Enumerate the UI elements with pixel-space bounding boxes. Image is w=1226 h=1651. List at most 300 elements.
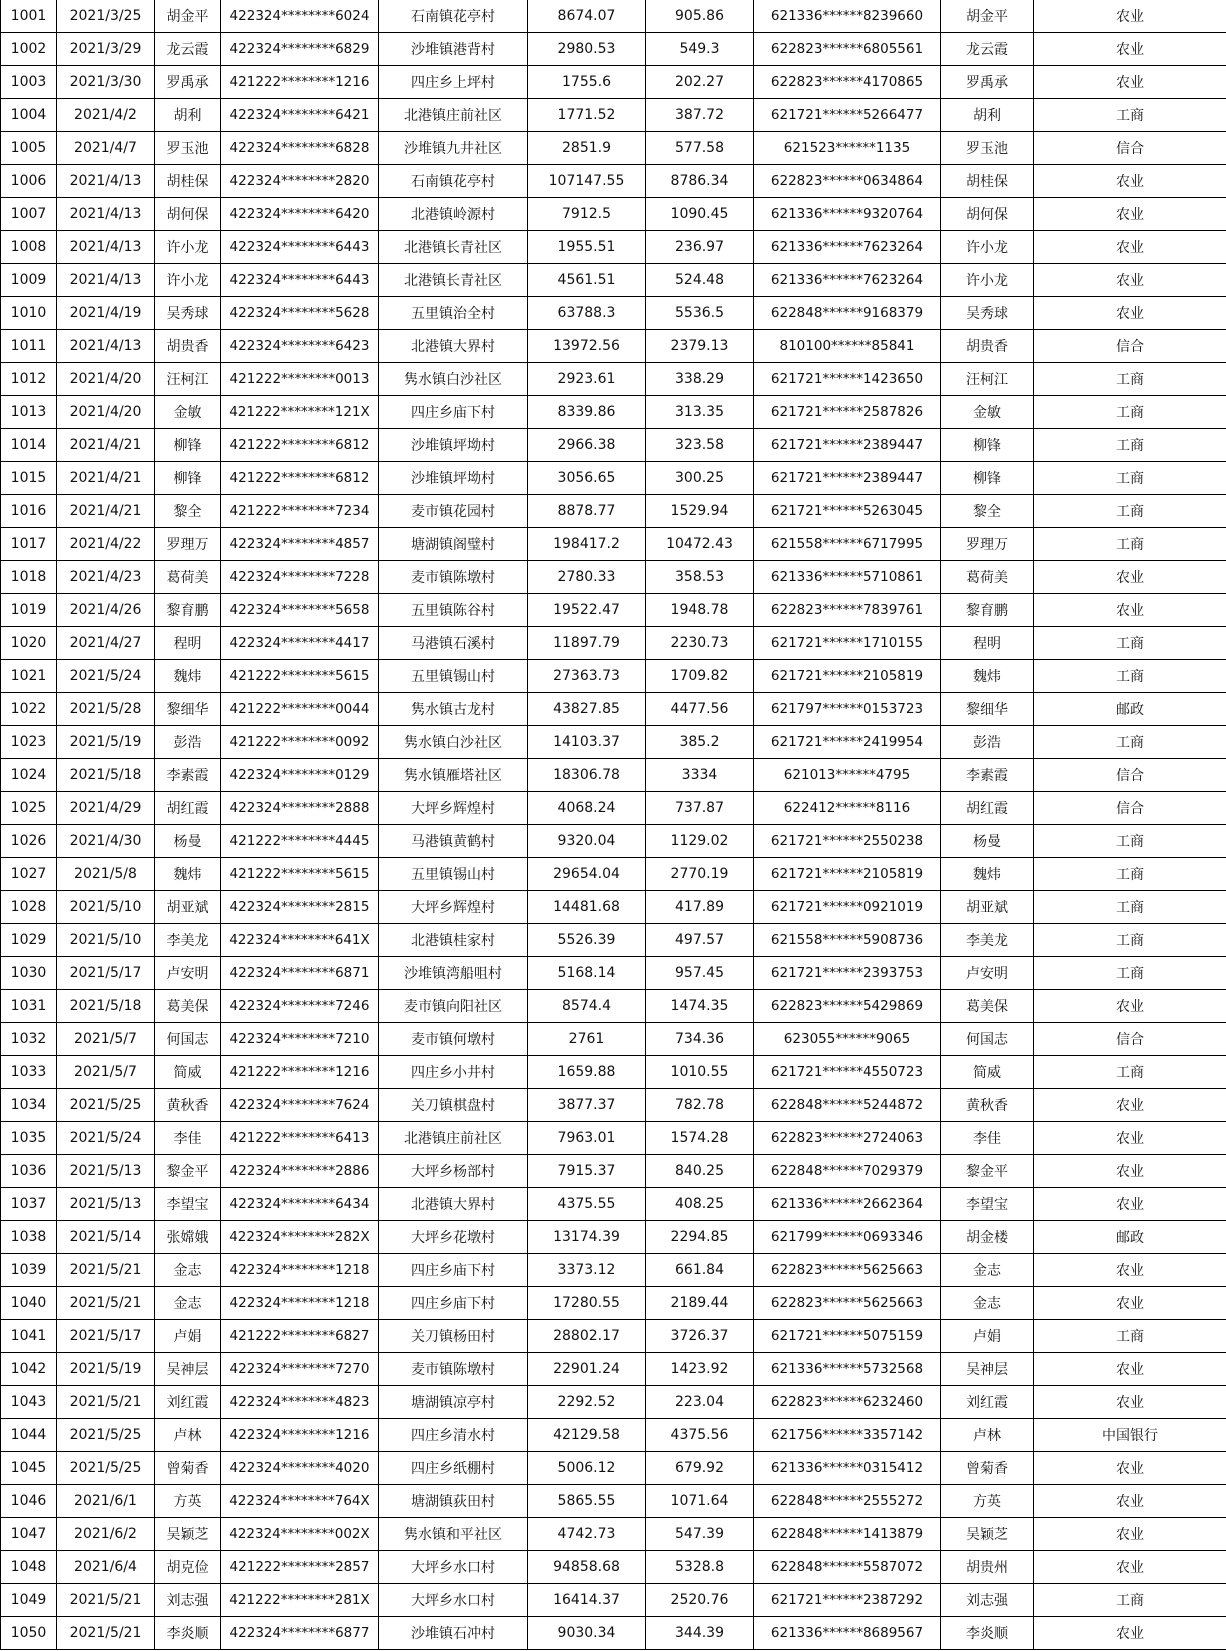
date-cell: 2021/5/7 xyxy=(57,1023,155,1056)
serial-cell: 1047 xyxy=(1,1518,57,1551)
date-cell: 2021/5/13 xyxy=(57,1188,155,1221)
id-number-cell: 421222********6827 xyxy=(221,1320,379,1353)
date-cell: 2021/5/14 xyxy=(57,1221,155,1254)
serial-cell: 1045 xyxy=(1,1452,57,1485)
address-cell: 马港镇石溪村 xyxy=(379,627,528,660)
id-number-cell: 422324********7270 xyxy=(221,1353,379,1386)
subsidy-cell: 358.53 xyxy=(646,561,754,594)
bank-cell: 工商 xyxy=(1034,429,1226,462)
account-holder-cell: 胡金楼 xyxy=(941,1221,1034,1254)
account-holder-cell: 柳锋 xyxy=(941,462,1034,495)
serial-cell: 1023 xyxy=(1,726,57,759)
account-holder-cell: 黄秋香 xyxy=(941,1089,1034,1122)
bank-cell: 工商 xyxy=(1034,1056,1226,1089)
address-cell: 塘湖镇凉亭村 xyxy=(379,1386,528,1419)
amount-cell: 2851.9 xyxy=(528,132,646,165)
serial-cell: 1038 xyxy=(1,1221,57,1254)
account-holder-cell: 罗禹承 xyxy=(941,66,1034,99)
subsidy-cell: 5328.8 xyxy=(646,1551,754,1584)
amount-cell: 5865.55 xyxy=(528,1485,646,1518)
address-cell: 大坪乡花墩村 xyxy=(379,1221,528,1254)
bank-cell: 农业 xyxy=(1034,1617,1226,1650)
bank-cell: 工商 xyxy=(1034,1584,1226,1617)
serial-cell: 1032 xyxy=(1,1023,57,1056)
amount-cell: 29654.04 xyxy=(528,858,646,891)
name-cell: 李佳 xyxy=(155,1122,221,1155)
account-holder-cell: 卢安明 xyxy=(941,957,1034,990)
subsidy-cell: 1574.28 xyxy=(646,1122,754,1155)
subsidy-cell: 1423.92 xyxy=(646,1353,754,1386)
subsidy-cell: 2520.76 xyxy=(646,1584,754,1617)
table-row xyxy=(1,1518,1226,1551)
table-row xyxy=(1,1485,1226,1518)
id-number-cell: 422324********4020 xyxy=(221,1452,379,1485)
name-cell: 葛美保 xyxy=(155,990,221,1023)
id-number-cell: 422324********2886 xyxy=(221,1155,379,1188)
bank-cell: 工商 xyxy=(1034,363,1226,396)
id-number-cell: 422324********6828 xyxy=(221,132,379,165)
subsidy-cell: 323.58 xyxy=(646,429,754,462)
serial-cell: 1008 xyxy=(1,231,57,264)
table-row xyxy=(1,825,1226,858)
id-number-cell: 421222********0044 xyxy=(221,693,379,726)
table-row xyxy=(1,1320,1226,1353)
table-row xyxy=(1,495,1226,528)
table-row xyxy=(1,165,1226,198)
bank-card-cell: 622823******5625663 xyxy=(754,1287,941,1320)
id-number-cell: 422324********6443 xyxy=(221,231,379,264)
bank-card-cell: 622848******5244872 xyxy=(754,1089,941,1122)
bank-cell: 农业 xyxy=(1034,165,1226,198)
table-row xyxy=(1,792,1226,825)
amount-cell: 18306.78 xyxy=(528,759,646,792)
name-cell: 李望宝 xyxy=(155,1188,221,1221)
name-cell: 卢林 xyxy=(155,1419,221,1452)
bank-cell: 农业 xyxy=(1034,561,1226,594)
serial-cell: 1010 xyxy=(1,297,57,330)
bank-card-cell: 622823******7839761 xyxy=(754,594,941,627)
amount-cell: 1771.52 xyxy=(528,99,646,132)
address-cell: 关刀镇棋盘村 xyxy=(379,1089,528,1122)
account-holder-cell: 胡利 xyxy=(941,99,1034,132)
date-cell: 2021/4/13 xyxy=(57,330,155,363)
id-number-cell: 421222********7234 xyxy=(221,495,379,528)
address-cell: 四庄乡上坪村 xyxy=(379,66,528,99)
amount-cell: 28802.17 xyxy=(528,1320,646,1353)
account-holder-cell: 许小龙 xyxy=(941,231,1034,264)
serial-cell: 1035 xyxy=(1,1122,57,1155)
bank-card-cell: 621336******2662364 xyxy=(754,1188,941,1221)
table-row xyxy=(1,363,1226,396)
table-row xyxy=(1,1122,1226,1155)
name-cell: 李素霞 xyxy=(155,759,221,792)
subsidy-cell: 524.48 xyxy=(646,264,754,297)
serial-cell: 1026 xyxy=(1,825,57,858)
date-cell: 2021/4/13 xyxy=(57,231,155,264)
bank-cell: 工商 xyxy=(1034,957,1226,990)
account-holder-cell: 吴秀球 xyxy=(941,297,1034,330)
bank-cell: 工商 xyxy=(1034,924,1226,957)
amount-cell: 13972.56 xyxy=(528,330,646,363)
account-holder-cell: 胡贵香 xyxy=(941,330,1034,363)
amount-cell: 14481.68 xyxy=(528,891,646,924)
bank-card-cell: 621523******1135 xyxy=(754,132,941,165)
address-cell: 大坪乡辉煌村 xyxy=(379,891,528,924)
address-cell: 麦市镇陈墩村 xyxy=(379,561,528,594)
account-holder-cell: 黎金平 xyxy=(941,1155,1034,1188)
date-cell: 2021/5/25 xyxy=(57,1452,155,1485)
name-cell: 胡亚斌 xyxy=(155,891,221,924)
table-row xyxy=(1,1155,1226,1188)
account-holder-cell: 李素霞 xyxy=(941,759,1034,792)
id-number-cell: 422324********1216 xyxy=(221,1419,379,1452)
amount-cell: 4375.55 xyxy=(528,1188,646,1221)
table-row xyxy=(1,33,1226,66)
address-cell: 石南镇花亭村 xyxy=(379,165,528,198)
id-number-cell: 422324********7228 xyxy=(221,561,379,594)
address-cell: 北港镇庄前社区 xyxy=(379,1122,528,1155)
bank-cell: 农业 xyxy=(1034,1551,1226,1584)
bank-card-cell: 622823******5625663 xyxy=(754,1254,941,1287)
account-holder-cell: 彭浩 xyxy=(941,726,1034,759)
date-cell: 2021/4/7 xyxy=(57,132,155,165)
bank-card-cell: 622848******9168379 xyxy=(754,297,941,330)
name-cell: 魏炜 xyxy=(155,660,221,693)
name-cell: 李美龙 xyxy=(155,924,221,957)
amount-cell: 27363.73 xyxy=(528,660,646,693)
id-number-cell: 422324********6877 xyxy=(221,1617,379,1650)
subsidy-cell: 905.86 xyxy=(646,0,754,33)
serial-cell: 1012 xyxy=(1,363,57,396)
table-row xyxy=(1,858,1226,891)
name-cell: 黄秋香 xyxy=(155,1089,221,1122)
id-number-cell: 422324********641X xyxy=(221,924,379,957)
table-row xyxy=(1,726,1226,759)
id-number-cell: 422324********764X xyxy=(221,1485,379,1518)
account-holder-cell: 黎育鹏 xyxy=(941,594,1034,627)
bank-card-cell: 621336******0315412 xyxy=(754,1452,941,1485)
address-cell: 隽水镇和平社区 xyxy=(379,1518,528,1551)
name-cell: 胡何保 xyxy=(155,198,221,231)
address-cell: 北港镇大界村 xyxy=(379,1188,528,1221)
table-row xyxy=(1,693,1226,726)
bank-card-cell: 621336******8689567 xyxy=(754,1617,941,1650)
table-row xyxy=(1,1419,1226,1452)
name-cell: 卢娟 xyxy=(155,1320,221,1353)
serial-cell: 1022 xyxy=(1,693,57,726)
name-cell: 方英 xyxy=(155,1485,221,1518)
amount-cell: 2780.33 xyxy=(528,561,646,594)
id-number-cell: 421222********6812 xyxy=(221,462,379,495)
amount-cell: 8339.86 xyxy=(528,396,646,429)
bank-card-cell: 622823******4170865 xyxy=(754,66,941,99)
table-body xyxy=(1,0,1226,1650)
subsidy-cell: 549.3 xyxy=(646,33,754,66)
date-cell: 2021/5/10 xyxy=(57,924,155,957)
address-cell: 北港镇大界村 xyxy=(379,330,528,363)
name-cell: 胡金平 xyxy=(155,0,221,33)
account-holder-cell: 汪柯江 xyxy=(941,363,1034,396)
subsidy-cell: 338.29 xyxy=(646,363,754,396)
serial-cell: 1005 xyxy=(1,132,57,165)
bank-card-cell: 622823******6805561 xyxy=(754,33,941,66)
bank-card-cell: 621721******2550238 xyxy=(754,825,941,858)
bank-card-cell: 621721******2393753 xyxy=(754,957,941,990)
id-number-cell: 422324********4823 xyxy=(221,1386,379,1419)
serial-cell: 1046 xyxy=(1,1485,57,1518)
table-row xyxy=(1,132,1226,165)
address-cell: 沙堆镇石冲村 xyxy=(379,1617,528,1650)
address-cell: 北港镇桂家村 xyxy=(379,924,528,957)
serial-cell: 1024 xyxy=(1,759,57,792)
table-row xyxy=(1,1089,1226,1122)
address-cell: 麦市镇向阳社区 xyxy=(379,990,528,1023)
amount-cell: 9320.04 xyxy=(528,825,646,858)
bank-cell: 农业 xyxy=(1034,66,1226,99)
serial-cell: 1013 xyxy=(1,396,57,429)
bank-card-cell: 621721******0921019 xyxy=(754,891,941,924)
address-cell: 五里镇治全村 xyxy=(379,297,528,330)
account-holder-cell: 胡贵州 xyxy=(941,1551,1034,1584)
bank-card-cell: 621721******2387292 xyxy=(754,1584,941,1617)
bank-cell: 农业 xyxy=(1034,198,1226,231)
serial-cell: 1002 xyxy=(1,33,57,66)
amount-cell: 19522.47 xyxy=(528,594,646,627)
date-cell: 2021/5/25 xyxy=(57,1089,155,1122)
table-row xyxy=(1,429,1226,462)
table-row xyxy=(1,198,1226,231)
account-holder-cell: 胡桂保 xyxy=(941,165,1034,198)
subsidy-cell: 300.25 xyxy=(646,462,754,495)
table-row xyxy=(1,1353,1226,1386)
date-cell: 2021/4/13 xyxy=(57,165,155,198)
address-cell: 麦市镇何墩村 xyxy=(379,1023,528,1056)
name-cell: 吴秀球 xyxy=(155,297,221,330)
subsidy-cell: 547.39 xyxy=(646,1518,754,1551)
id-number-cell: 422324********6421 xyxy=(221,99,379,132)
bank-cell: 农业 xyxy=(1034,1518,1226,1551)
account-holder-cell: 程明 xyxy=(941,627,1034,660)
subsidy-cell: 3726.37 xyxy=(646,1320,754,1353)
bank-card-cell: 621336******9320764 xyxy=(754,198,941,231)
bank-cell: 工商 xyxy=(1034,891,1226,924)
bank-cell: 工商 xyxy=(1034,462,1226,495)
account-holder-cell: 吴神层 xyxy=(941,1353,1034,1386)
table-row xyxy=(1,396,1226,429)
bank-card-cell: 621558******5908736 xyxy=(754,924,941,957)
bank-card-cell: 810100******85841 xyxy=(754,330,941,363)
amount-cell: 5006.12 xyxy=(528,1452,646,1485)
subsidy-cell: 4477.56 xyxy=(646,693,754,726)
serial-cell: 1048 xyxy=(1,1551,57,1584)
date-cell: 2021/5/21 xyxy=(57,1287,155,1320)
id-number-cell: 422324********4857 xyxy=(221,528,379,561)
subsidy-cell: 2189.44 xyxy=(646,1287,754,1320)
address-cell: 大坪乡杨部村 xyxy=(379,1155,528,1188)
serial-cell: 1043 xyxy=(1,1386,57,1419)
bank-card-cell: 621721******1423650 xyxy=(754,363,941,396)
id-number-cell: 421222********5615 xyxy=(221,858,379,891)
id-number-cell: 421222********4445 xyxy=(221,825,379,858)
account-holder-cell: 葛美保 xyxy=(941,990,1034,1023)
name-cell: 黎细华 xyxy=(155,693,221,726)
account-holder-cell: 简威 xyxy=(941,1056,1034,1089)
account-holder-cell: 黎全 xyxy=(941,495,1034,528)
name-cell: 卢安明 xyxy=(155,957,221,990)
amount-cell: 94858.68 xyxy=(528,1551,646,1584)
date-cell: 2021/5/21 xyxy=(57,1386,155,1419)
date-cell: 2021/5/19 xyxy=(57,1353,155,1386)
date-cell: 2021/5/10 xyxy=(57,891,155,924)
serial-cell: 1018 xyxy=(1,561,57,594)
bank-card-cell: 621013******4795 xyxy=(754,759,941,792)
subsidy-cell: 1948.78 xyxy=(646,594,754,627)
table-row xyxy=(1,660,1226,693)
serial-cell: 1006 xyxy=(1,165,57,198)
date-cell: 2021/5/21 xyxy=(57,1584,155,1617)
bank-cell: 农业 xyxy=(1034,0,1226,33)
amount-cell: 22901.24 xyxy=(528,1353,646,1386)
id-number-cell: 422324********5658 xyxy=(221,594,379,627)
address-cell: 四庄乡清水村 xyxy=(379,1419,528,1452)
date-cell: 2021/5/8 xyxy=(57,858,155,891)
name-cell: 胡利 xyxy=(155,99,221,132)
subsidy-cell: 344.39 xyxy=(646,1617,754,1650)
amount-cell: 5168.14 xyxy=(528,957,646,990)
bank-card-cell: 621336******7623264 xyxy=(754,264,941,297)
name-cell: 罗理万 xyxy=(155,528,221,561)
subsidy-cell: 957.45 xyxy=(646,957,754,990)
amount-cell: 4742.73 xyxy=(528,1518,646,1551)
date-cell: 2021/5/24 xyxy=(57,660,155,693)
bank-cell: 农业 xyxy=(1034,1155,1226,1188)
table-row xyxy=(1,759,1226,792)
account-holder-cell: 金敏 xyxy=(941,396,1034,429)
bank-cell: 工商 xyxy=(1034,99,1226,132)
id-number-cell: 421222********0092 xyxy=(221,726,379,759)
table-row xyxy=(1,957,1226,990)
date-cell: 2021/5/18 xyxy=(57,990,155,1023)
subsidy-cell: 782.78 xyxy=(646,1089,754,1122)
account-holder-cell: 魏炜 xyxy=(941,660,1034,693)
subsidy-cell: 223.04 xyxy=(646,1386,754,1419)
account-holder-cell: 罗理万 xyxy=(941,528,1034,561)
amount-cell: 198417.2 xyxy=(528,528,646,561)
name-cell: 金志 xyxy=(155,1254,221,1287)
id-number-cell: 421222********2857 xyxy=(221,1551,379,1584)
name-cell: 简威 xyxy=(155,1056,221,1089)
id-number-cell: 421222********1216 xyxy=(221,1056,379,1089)
amount-cell: 43827.85 xyxy=(528,693,646,726)
bank-card-cell: 621336******8239660 xyxy=(754,0,941,33)
bank-cell: 农业 xyxy=(1034,990,1226,1023)
address-cell: 塘湖镇荻田村 xyxy=(379,1485,528,1518)
address-cell: 北港镇庄前社区 xyxy=(379,99,528,132)
serial-cell: 1020 xyxy=(1,627,57,660)
bank-cell: 工商 xyxy=(1034,660,1226,693)
subsidy-cell: 10472.43 xyxy=(646,528,754,561)
subsidy-cell: 3334 xyxy=(646,759,754,792)
bank-cell: 工商 xyxy=(1034,528,1226,561)
amount-cell: 7963.01 xyxy=(528,1122,646,1155)
address-cell: 四庄乡庙下村 xyxy=(379,1254,528,1287)
name-cell: 黎金平 xyxy=(155,1155,221,1188)
amount-cell: 13174.39 xyxy=(528,1221,646,1254)
bank-cell: 信合 xyxy=(1034,1023,1226,1056)
address-cell: 五里镇陈谷村 xyxy=(379,594,528,627)
bank-cell: 农业 xyxy=(1034,1386,1226,1419)
name-cell: 张嫦娥 xyxy=(155,1221,221,1254)
bank-cell: 工商 xyxy=(1034,1320,1226,1353)
date-cell: 2021/5/28 xyxy=(57,693,155,726)
id-number-cell: 421222********6812 xyxy=(221,429,379,462)
bank-card-cell: 621721******2419954 xyxy=(754,726,941,759)
address-cell: 隽水镇白沙社区 xyxy=(379,726,528,759)
date-cell: 2021/4/13 xyxy=(57,264,155,297)
bank-cell: 农业 xyxy=(1034,1353,1226,1386)
date-cell: 2021/3/30 xyxy=(57,66,155,99)
subsidy-cell: 1529.94 xyxy=(646,495,754,528)
name-cell: 刘志强 xyxy=(155,1584,221,1617)
id-number-cell: 422324********7624 xyxy=(221,1089,379,1122)
serial-cell: 1029 xyxy=(1,924,57,957)
amount-cell: 8674.07 xyxy=(528,0,646,33)
account-holder-cell: 胡亚斌 xyxy=(941,891,1034,924)
bank-card-cell: 621721******2105819 xyxy=(754,660,941,693)
id-number-cell: 422324********6420 xyxy=(221,198,379,231)
date-cell: 2021/4/20 xyxy=(57,396,155,429)
date-cell: 2021/5/21 xyxy=(57,1617,155,1650)
name-cell: 龙云霞 xyxy=(155,33,221,66)
bank-card-cell: 621721******2587826 xyxy=(754,396,941,429)
bank-card-cell: 622823******0634864 xyxy=(754,165,941,198)
bank-cell: 信合 xyxy=(1034,759,1226,792)
name-cell: 刘红霞 xyxy=(155,1386,221,1419)
amount-cell: 3056.65 xyxy=(528,462,646,495)
amount-cell: 8574.4 xyxy=(528,990,646,1023)
table-row xyxy=(1,462,1226,495)
table-row xyxy=(1,561,1226,594)
date-cell: 2021/5/18 xyxy=(57,759,155,792)
name-cell: 罗禹承 xyxy=(155,66,221,99)
bank-card-cell: 621721******2389447 xyxy=(754,429,941,462)
subsidy-cell: 1474.35 xyxy=(646,990,754,1023)
bank-card-cell: 621721******5266477 xyxy=(754,99,941,132)
subsidy-cell: 2379.13 xyxy=(646,330,754,363)
serial-cell: 1019 xyxy=(1,594,57,627)
subsidy-cell: 1129.02 xyxy=(646,825,754,858)
account-holder-cell: 何国志 xyxy=(941,1023,1034,1056)
date-cell: 2021/4/21 xyxy=(57,462,155,495)
table-row xyxy=(1,627,1226,660)
serial-cell: 1011 xyxy=(1,330,57,363)
id-number-cell: 421222********5615 xyxy=(221,660,379,693)
account-holder-cell: 杨曼 xyxy=(941,825,1034,858)
amount-cell: 2980.53 xyxy=(528,33,646,66)
date-cell: 2021/5/24 xyxy=(57,1122,155,1155)
address-cell: 北港镇长青社区 xyxy=(379,231,528,264)
table-row xyxy=(1,1584,1226,1617)
serial-cell: 1003 xyxy=(1,66,57,99)
date-cell: 2021/6/1 xyxy=(57,1485,155,1518)
address-cell: 北港镇长青社区 xyxy=(379,264,528,297)
amount-cell: 2966.38 xyxy=(528,429,646,462)
account-holder-cell: 卢娟 xyxy=(941,1320,1034,1353)
amount-cell: 1659.88 xyxy=(528,1056,646,1089)
subsidy-cell: 497.57 xyxy=(646,924,754,957)
table-row xyxy=(1,1188,1226,1221)
address-cell: 关刀镇杨田村 xyxy=(379,1320,528,1353)
